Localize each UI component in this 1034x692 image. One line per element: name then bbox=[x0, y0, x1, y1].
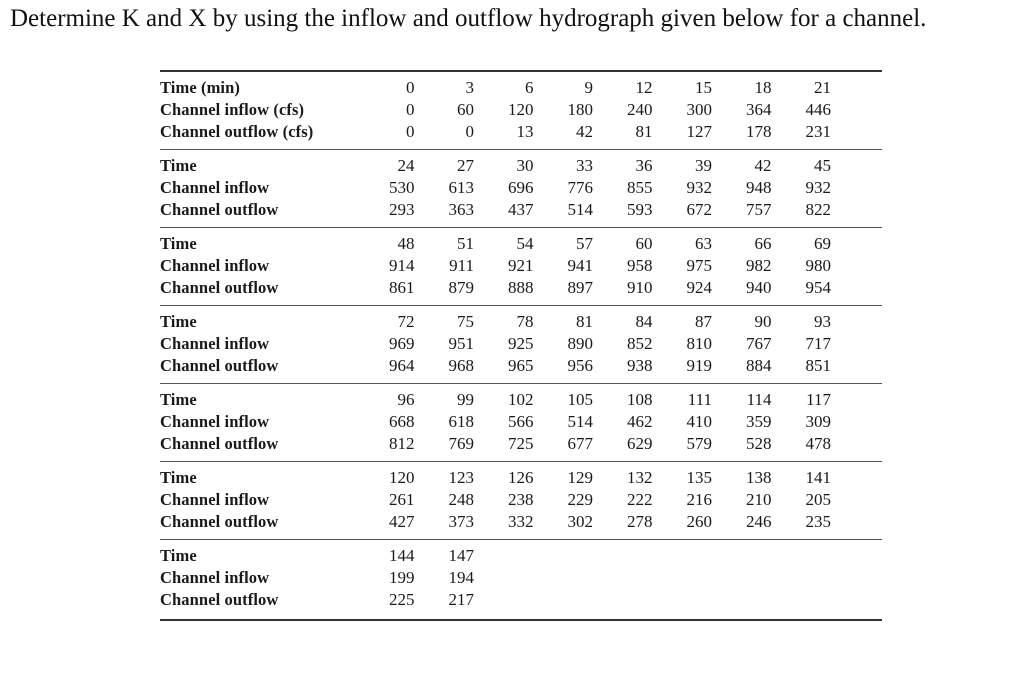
row-label: Time bbox=[160, 468, 197, 487]
table-cell: 924 bbox=[686, 278, 712, 297]
table-cell: 18 bbox=[754, 78, 772, 97]
outflow-row bbox=[160, 121, 882, 143]
table-cell: 117 bbox=[806, 390, 831, 409]
table-cell: 852 bbox=[627, 334, 653, 353]
table-cell: 199 bbox=[389, 568, 415, 587]
table-cell: 126 bbox=[508, 468, 534, 487]
table-cell: 514 bbox=[567, 200, 593, 219]
time-row bbox=[160, 545, 882, 567]
table-cell: 302 bbox=[567, 512, 593, 531]
table-block bbox=[160, 462, 882, 539]
table-cell: 410 bbox=[686, 412, 712, 431]
table-cell: 300 bbox=[686, 100, 712, 119]
row-label: Channel inflow bbox=[160, 178, 270, 197]
table-cell: 725 bbox=[508, 434, 534, 453]
table-cell: 359 bbox=[746, 412, 772, 431]
row-label: Channel outflow bbox=[160, 356, 279, 375]
time-row bbox=[160, 77, 882, 99]
table-cell: 618 bbox=[448, 412, 474, 431]
table-cell: 225 bbox=[389, 590, 415, 609]
table-cell: 63 bbox=[695, 234, 712, 253]
table-cell: 969 bbox=[389, 334, 415, 353]
table-cell: 629 bbox=[627, 434, 653, 453]
table-cell: 87 bbox=[695, 312, 712, 331]
table-cell: 261 bbox=[389, 490, 415, 509]
table-cell: 0 bbox=[406, 100, 415, 119]
table-cell: 888 bbox=[508, 278, 534, 297]
table-cell: 373 bbox=[448, 512, 474, 531]
table-cell: 93 bbox=[814, 312, 831, 331]
table-cell: 884 bbox=[746, 356, 772, 375]
row-label: Channel outflow bbox=[160, 512, 279, 531]
table-cell: 129 bbox=[567, 468, 593, 487]
row-label: Time bbox=[160, 546, 197, 565]
table-cell: 921 bbox=[508, 256, 534, 275]
table-cell: 45 bbox=[814, 156, 831, 175]
table-cell: 717 bbox=[805, 334, 831, 353]
table-cell: 57 bbox=[576, 234, 593, 253]
table-cell: 138 bbox=[746, 468, 772, 487]
table-cell: 696 bbox=[508, 178, 534, 197]
table-cell: 514 bbox=[567, 412, 593, 431]
table-cell: 127 bbox=[686, 122, 712, 141]
table-cell: 363 bbox=[448, 200, 474, 219]
table-cell: 114 bbox=[746, 390, 772, 409]
table-cell: 879 bbox=[448, 278, 474, 297]
table-block bbox=[160, 150, 882, 227]
table-cell: 293 bbox=[389, 200, 415, 219]
table-cell: 102 bbox=[508, 390, 534, 409]
inflow-row bbox=[160, 567, 882, 589]
table-cell: 925 bbox=[508, 334, 534, 353]
table-cell: 144 bbox=[389, 546, 415, 565]
time-row bbox=[160, 467, 882, 489]
table-cell: 954 bbox=[805, 278, 831, 297]
table-cell: 216 bbox=[686, 490, 712, 509]
table-cell: 27 bbox=[457, 156, 474, 175]
table-cell: 105 bbox=[567, 390, 593, 409]
table-cell: 914 bbox=[389, 256, 415, 275]
table-cell: 951 bbox=[448, 334, 474, 353]
row-label: Channel outflow bbox=[160, 434, 279, 453]
table-cell: 178 bbox=[746, 122, 772, 141]
row-label: Channel inflow bbox=[160, 256, 270, 275]
table-cell: 911 bbox=[449, 256, 474, 275]
time-row bbox=[160, 311, 882, 333]
table-cell: 132 bbox=[627, 468, 653, 487]
row-label: Channel outflow (cfs) bbox=[160, 122, 314, 141]
table-cell: 246 bbox=[746, 512, 772, 531]
table-cell: 75 bbox=[457, 312, 474, 331]
table-cell: 3 bbox=[465, 78, 474, 97]
table-cell: 194 bbox=[448, 568, 474, 587]
row-label: Time bbox=[160, 312, 197, 331]
inflow-row bbox=[160, 255, 882, 277]
hydrograph-table bbox=[160, 70, 882, 621]
table-cell: 108 bbox=[627, 390, 653, 409]
row-label: Time (min) bbox=[160, 78, 240, 97]
time-row bbox=[160, 155, 882, 177]
table-block bbox=[160, 540, 882, 617]
question-text: Determine K and X by using the inflow and outflow hydrograph given below for a channel. bbox=[10, 5, 927, 32]
table-cell: 975 bbox=[686, 256, 712, 275]
table-cell: 956 bbox=[567, 356, 593, 375]
row-label: Time bbox=[160, 390, 197, 409]
table-block bbox=[160, 384, 882, 461]
table-cell: 66 bbox=[754, 234, 772, 253]
table-cell: 932 bbox=[686, 178, 712, 197]
table-cell: 855 bbox=[627, 178, 653, 197]
table-cell: 822 bbox=[805, 200, 831, 219]
table-cell: 135 bbox=[686, 468, 712, 487]
table-cell: 36 bbox=[635, 156, 653, 175]
table-cell: 919 bbox=[686, 356, 712, 375]
table-cell: 24 bbox=[397, 156, 415, 175]
table-cell: 982 bbox=[746, 256, 772, 275]
table-cell: 812 bbox=[389, 434, 415, 453]
table-cell: 810 bbox=[686, 334, 712, 353]
table-cell: 123 bbox=[448, 468, 474, 487]
table-cell: 72 bbox=[397, 312, 415, 331]
table-cell: 579 bbox=[686, 434, 712, 453]
table-cell: 980 bbox=[805, 256, 831, 275]
table-cell: 120 bbox=[389, 468, 415, 487]
row-label: Channel outflow bbox=[160, 200, 279, 219]
table-cell: 566 bbox=[508, 412, 534, 431]
table-cell: 69 bbox=[814, 234, 831, 253]
outflow-row bbox=[160, 277, 882, 299]
table-cell: 932 bbox=[805, 178, 831, 197]
table-cell: 0 bbox=[406, 122, 415, 141]
table-cell: 217 bbox=[448, 590, 474, 609]
table-cell: 180 bbox=[567, 100, 593, 119]
table-cell: 776 bbox=[567, 178, 593, 197]
table-block bbox=[160, 72, 882, 149]
table-cell: 81 bbox=[576, 312, 593, 331]
table-cell: 260 bbox=[686, 512, 712, 531]
table-cell: 48 bbox=[397, 234, 415, 253]
table-cell: 757 bbox=[746, 200, 772, 219]
outflow-row bbox=[160, 199, 882, 221]
table-cell: 965 bbox=[508, 356, 534, 375]
table-cell: 309 bbox=[805, 412, 831, 431]
table-cell: 861 bbox=[389, 278, 415, 297]
outflow-row bbox=[160, 511, 882, 533]
table-cell: 530 bbox=[389, 178, 415, 197]
row-label: Time bbox=[160, 234, 197, 253]
inflow-row bbox=[160, 333, 882, 355]
table-cell: 15 bbox=[695, 78, 712, 97]
table-cell: 42 bbox=[576, 122, 593, 141]
table-cell: 462 bbox=[627, 412, 653, 431]
table-cell: 938 bbox=[627, 356, 653, 375]
table-cell: 111 bbox=[687, 390, 712, 409]
outflow-row bbox=[160, 355, 882, 377]
time-row bbox=[160, 233, 882, 255]
table-cell: 54 bbox=[516, 234, 534, 253]
row-label: Channel inflow bbox=[160, 334, 270, 353]
table-block bbox=[160, 228, 882, 305]
table-cell: 60 bbox=[635, 234, 653, 253]
table-cell: 21 bbox=[814, 78, 831, 97]
table-cell: 9 bbox=[584, 78, 593, 97]
table-cell: 96 bbox=[397, 390, 415, 409]
table-cell: 30 bbox=[516, 156, 534, 175]
row-label: Channel inflow bbox=[160, 568, 270, 587]
row-label: Time bbox=[160, 156, 197, 175]
table-cell: 437 bbox=[508, 200, 534, 219]
table-cell: 231 bbox=[805, 122, 831, 141]
outflow-row bbox=[160, 433, 882, 455]
row-label: Channel outflow bbox=[160, 278, 279, 297]
table-cell: 890 bbox=[567, 334, 593, 353]
table-cell: 141 bbox=[805, 468, 831, 487]
table-cell: 229 bbox=[567, 490, 593, 509]
outflow-row bbox=[160, 589, 882, 611]
table-cell: 278 bbox=[627, 512, 653, 531]
table-block bbox=[160, 306, 882, 383]
table-cell: 593 bbox=[627, 200, 653, 219]
table-cell: 672 bbox=[686, 200, 712, 219]
table-cell: 332 bbox=[508, 512, 534, 531]
table-cell: 968 bbox=[448, 356, 474, 375]
table-cell: 13 bbox=[516, 122, 534, 141]
row-label: Channel inflow bbox=[160, 490, 270, 509]
table-cell: 78 bbox=[516, 312, 534, 331]
table-cell: 120 bbox=[508, 100, 534, 119]
table-cell: 897 bbox=[567, 278, 593, 297]
table-cell: 60 bbox=[457, 100, 474, 119]
table-cell: 478 bbox=[805, 434, 831, 453]
table-cell: 51 bbox=[457, 234, 474, 253]
table-cell: 240 bbox=[627, 100, 653, 119]
table-cell: 364 bbox=[746, 100, 772, 119]
table-cell: 6 bbox=[525, 78, 534, 97]
table-cell: 81 bbox=[635, 122, 653, 141]
row-label: Channel inflow bbox=[160, 412, 270, 431]
inflow-row bbox=[160, 99, 882, 121]
table-cell: 613 bbox=[448, 178, 474, 197]
table-cell: 958 bbox=[627, 256, 653, 275]
table-cell: 668 bbox=[389, 412, 415, 431]
table-cell: 940 bbox=[746, 278, 772, 297]
table-cell: 39 bbox=[695, 156, 712, 175]
inflow-row bbox=[160, 177, 882, 199]
row-label: Channel outflow bbox=[160, 590, 279, 609]
table-cell: 677 bbox=[567, 434, 593, 453]
table-cell: 767 bbox=[746, 334, 772, 353]
table-cell: 42 bbox=[754, 156, 772, 175]
time-row bbox=[160, 389, 882, 411]
table-cell: 851 bbox=[805, 356, 831, 375]
table-cell: 427 bbox=[389, 512, 415, 531]
inflow-row bbox=[160, 411, 882, 433]
row-label: Channel inflow (cfs) bbox=[160, 100, 305, 119]
table-cell: 948 bbox=[746, 178, 772, 197]
table-cell: 147 bbox=[448, 546, 474, 565]
table-cell: 769 bbox=[448, 434, 474, 453]
table-cell: 222 bbox=[627, 490, 653, 509]
table-cell: 205 bbox=[805, 490, 831, 509]
table-cell: 84 bbox=[635, 312, 653, 331]
table-cell: 0 bbox=[406, 78, 415, 97]
table-cell: 941 bbox=[567, 256, 593, 275]
table-cell: 90 bbox=[754, 312, 772, 331]
table-cell: 238 bbox=[508, 490, 534, 509]
table-cell: 210 bbox=[746, 490, 772, 509]
inflow-row bbox=[160, 489, 882, 511]
table-cell: 99 bbox=[457, 390, 474, 409]
table-cell: 446 bbox=[805, 100, 831, 119]
table-cell: 910 bbox=[627, 278, 653, 297]
table-cell: 528 bbox=[746, 434, 772, 453]
table-cell: 0 bbox=[465, 122, 474, 141]
table-cell: 964 bbox=[389, 356, 415, 375]
table-cell: 235 bbox=[805, 512, 831, 531]
table-cell: 248 bbox=[448, 490, 474, 509]
table-cell: 33 bbox=[576, 156, 593, 175]
table-bottom-rule bbox=[160, 619, 882, 621]
table-cell: 12 bbox=[635, 78, 653, 97]
